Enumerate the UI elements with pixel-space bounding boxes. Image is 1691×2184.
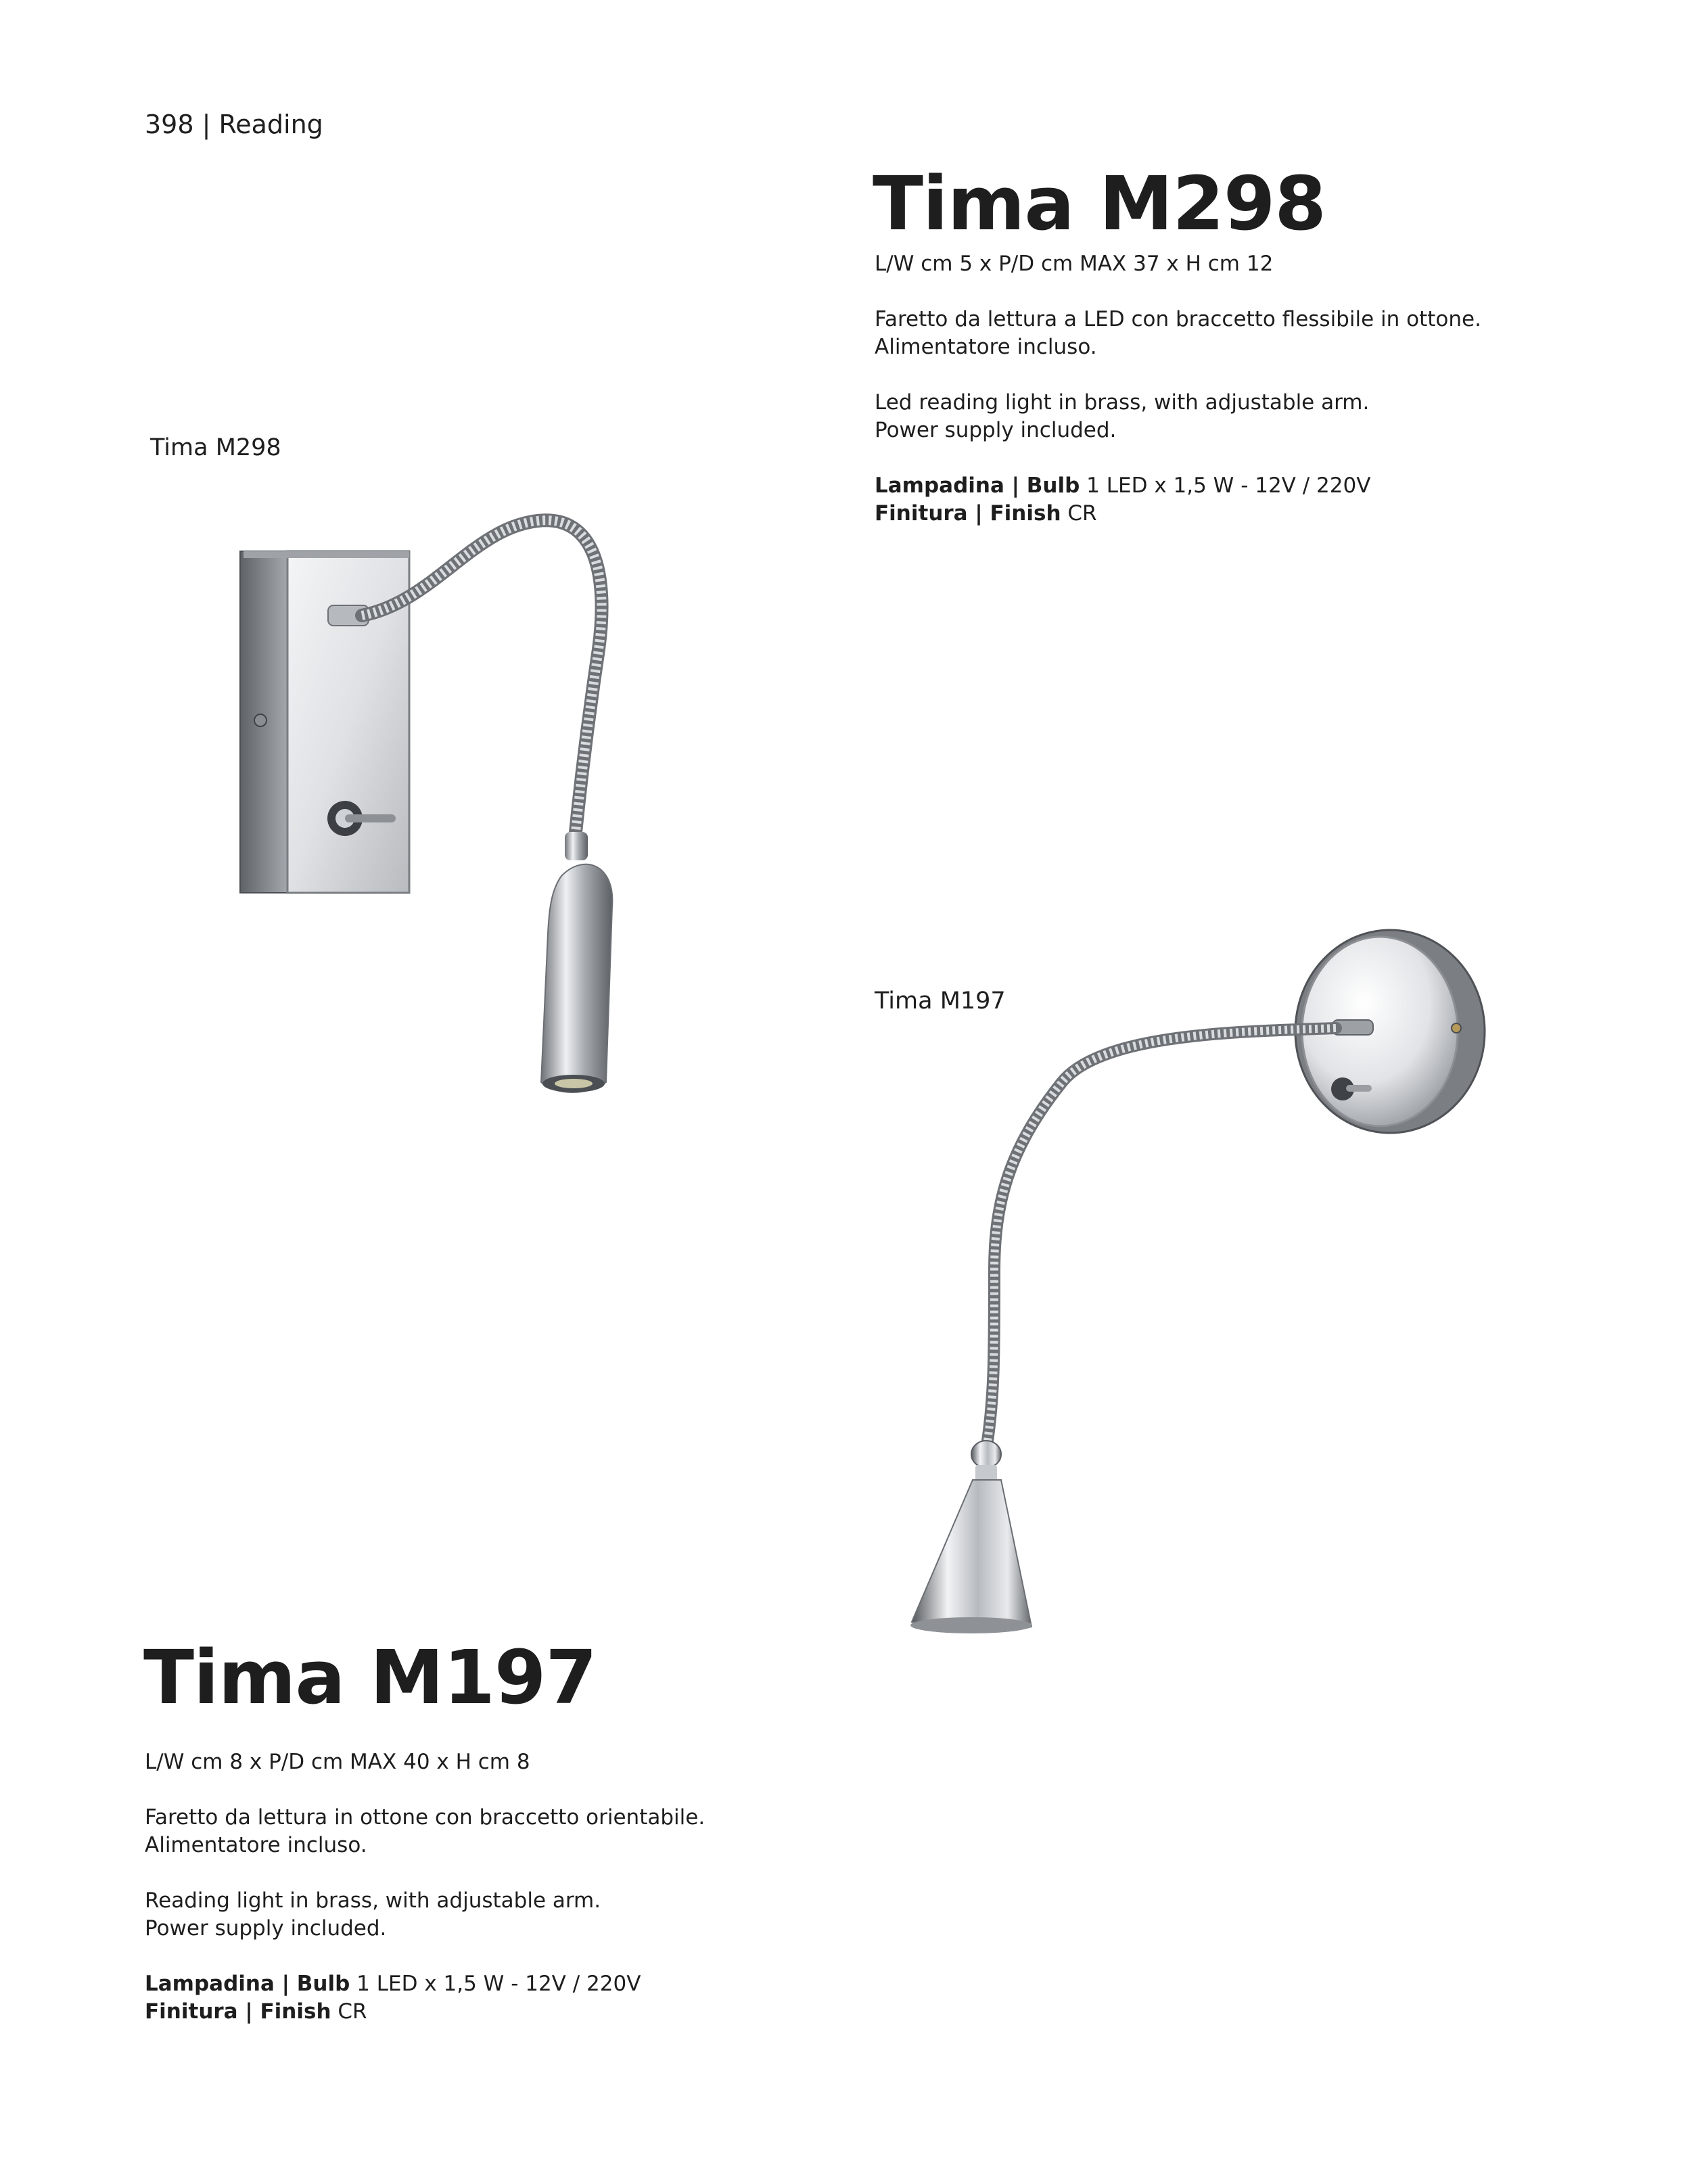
page-header <box>145 108 323 141</box>
product-image-m197 <box>900 920 1495 1650</box>
finish-spec <box>875 500 1481 528</box>
description-it-line: Faretto da lettura a LED con braccetto flessibile in ottone. <box>875 307 1481 331</box>
bulb-label: Lampadina | Bulb <box>875 473 1080 498</box>
bulb-spec <box>875 472 1481 500</box>
image-caption-m298: Tima M298 <box>150 434 281 461</box>
description-it-line: Alimentatore incluso. <box>145 1833 367 1857</box>
product-dimensions: L/W cm 8 x P/D cm MAX 40 x H cm 8 <box>145 1750 530 1774</box>
bulb-spec <box>145 1970 705 1998</box>
lamp-head <box>541 864 612 1092</box>
finish-value: CR <box>1067 501 1097 526</box>
finish-spec <box>145 1998 705 2026</box>
product-title-m298: Tima M298 <box>873 160 1326 247</box>
bulb-value: 1 LED x 1,5 W - 12V / 220V <box>356 1972 641 1996</box>
description-it-line: Faretto da lettura in ottone con braccetto orientabile. <box>145 1805 705 1830</box>
product-title-m197: Tima M197 <box>143 1634 597 1721</box>
finish-label: Finitura | Finish <box>875 501 1061 526</box>
section-title: Reading <box>218 110 323 139</box>
image-caption-m197: Tima M197 <box>875 988 1006 1015</box>
screw-icon <box>1452 1023 1461 1033</box>
finish-value: CR <box>338 1999 367 2024</box>
description-en-line: Reading light in brass, with adjustable arm. <box>145 1888 601 1913</box>
product-image-m298 <box>230 501 771 1109</box>
description-en-line: Power supply included. <box>875 418 1117 442</box>
bulb-label: Lampadina | Bulb <box>145 1972 350 1996</box>
description-en-line: Power supply included. <box>145 1916 387 1941</box>
description-en-line: Led reading light in brass, with adjustable arm. <box>875 390 1370 415</box>
description-it-line: Alimentatore incluso. <box>875 335 1097 359</box>
product-details-m197 <box>145 1748 705 2026</box>
product-details-m298 <box>875 250 1481 528</box>
page-number: 398 <box>145 110 194 139</box>
bulb-value: 1 LED x 1,5 W - 12V / 220V <box>1086 473 1371 498</box>
finish-label: Finitura | Finish <box>145 1999 331 2024</box>
product-dimensions: L/W cm 5 x P/D cm MAX 37 x H cm 12 <box>875 252 1274 276</box>
header-separator: | <box>202 110 211 139</box>
screw-icon <box>254 714 267 726</box>
lamp-head <box>912 1480 1032 1631</box>
gooseneck-arm <box>988 1028 1336 1441</box>
